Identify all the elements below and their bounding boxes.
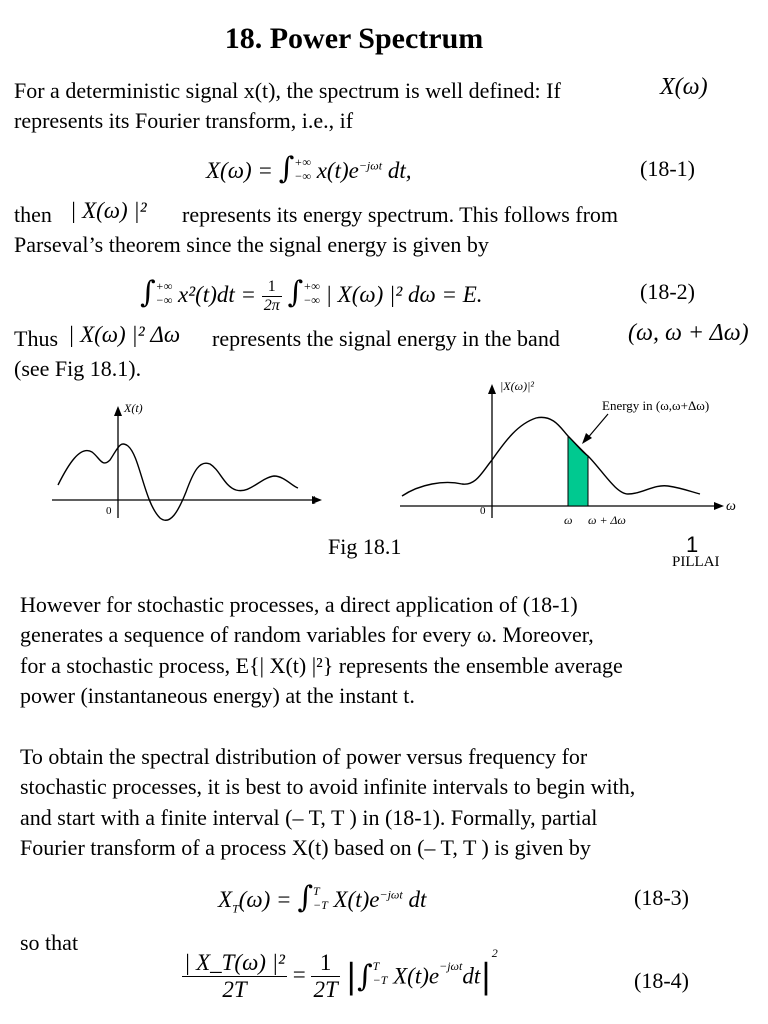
eq1-upper: +∞ [294, 154, 311, 169]
eq3-sub: T [232, 901, 239, 916]
eq4-exp: −jωt [439, 959, 463, 973]
eq2-integral-sign-1: ∫ [140, 275, 156, 310]
fig-left-origin: 0 [106, 505, 112, 517]
eq4-frac-den: 2T [313, 977, 338, 1002]
eq3 [218, 880, 426, 917]
para3-line2: (see Fig 18.1). [14, 356, 142, 381]
eq3-upper: T [312, 883, 320, 898]
eq2-lower-1: −∞ [155, 292, 173, 307]
eq2-lower-2: −∞ [303, 292, 320, 307]
figure-left-signal [40, 390, 340, 530]
eq4-body: X(t)e [393, 963, 440, 989]
para1-line1: For a deterministic signal x(t), the spectrum is well defined: If [14, 78, 561, 103]
eq3-lhs2: (ω) = [238, 887, 292, 912]
para5-line-2: stochastic processes, it is best to avoid infinite intervals to begin with, [20, 774, 636, 799]
fig-right-x-arrow-icon [714, 502, 724, 510]
eq1-number: (18-1) [640, 156, 695, 181]
para3-line1: represents the signal energy in the band [212, 326, 560, 351]
fig-right-curve [402, 417, 700, 496]
figure-right-spectrum [396, 376, 756, 532]
fig-right-ylabel: |X(ω)|² [500, 379, 534, 393]
eq1-lower: −∞ [294, 168, 311, 183]
fig-left-xlabel: t [312, 493, 316, 508]
fig-right-xlabel: ω [726, 499, 736, 514]
eq2-fraction [262, 278, 282, 315]
page-title: 18. Power Spectrum [224, 22, 484, 55]
eq1-body: x(t)e [316, 158, 359, 183]
para4-line-4: power (instantaneous energy) at the instant t. [20, 683, 415, 708]
eq2-integral-sign-2: ∫ [287, 275, 304, 310]
para3-pre: Thus [14, 326, 58, 351]
eq2-text1: x²(t)dt = [178, 282, 257, 307]
fig-right-band-left: ω [564, 513, 573, 527]
eq3-body: X(t)e [333, 887, 380, 912]
eq2-text2: | X(ω) |² dω = E. [325, 282, 483, 307]
eq3-lower: −T [312, 897, 328, 912]
para5-line-4: Fourier transform of a process X(t) based on (– T, T ) is given by [20, 835, 591, 860]
para2-line2: Parseval’s theorem since the signal energy is given by [14, 232, 489, 257]
eq1-integral-sign: ∫ [278, 151, 295, 186]
eq2-upper-2: +∞ [303, 278, 320, 293]
eq4-fraction-right [311, 950, 339, 1003]
eq4-abs-open: | [345, 956, 357, 997]
fig-right-origin: 0 [480, 505, 486, 517]
para2-line1: represents its energy spectrum. This follows from [182, 202, 619, 227]
figure-caption: Fig 18.1 [328, 534, 402, 559]
eq2-frac-den: 2π [263, 297, 280, 315]
fig-right-annotation: Energy in (ω,ω+Δω) [602, 398, 710, 413]
para4-line-3: for a stochastic process, E{| X(t) |²} represents the ensemble average [20, 653, 623, 678]
para3-band: (ω, ω + Δω) [628, 320, 749, 346]
eq3-number: (18-3) [634, 885, 689, 910]
para5-line-1: To obtain the spectral distribution of power versus frequency for [20, 744, 588, 769]
para1-math: X(ω) [660, 74, 708, 100]
eq4-integral-sign: ∫ [356, 959, 373, 994]
eq4-fraction-left [182, 950, 287, 1003]
para1-line2: represents its Fourier transform, i.e., if [14, 108, 354, 133]
eq4-lower: −T [372, 972, 388, 987]
eq3-integral-sign: ∫ [297, 880, 313, 915]
eq3-tail: dt [408, 887, 427, 912]
eq2-frac-num: 1 [262, 278, 282, 297]
eq4 [182, 946, 498, 1003]
eq4-frac-num: 1 [311, 950, 339, 977]
eq1 [206, 151, 411, 187]
para5-line-3: and start with a finite interval (– T, T ) in (18-1). Formally, partial [20, 805, 598, 830]
author: PILLAI [672, 554, 720, 570]
eq4-sq: 2 [491, 946, 498, 961]
para3-math: | X(ω) |² Δω [68, 322, 181, 347]
para2-math: | X(ω) |² [70, 198, 147, 223]
para4-line-1: However for stochastic processes, a direct application of (18-1) [20, 592, 578, 617]
so-that: so that [20, 930, 79, 955]
eq4-den: 2T [222, 977, 247, 1002]
eq4-upper: T [372, 958, 380, 973]
eq1-exp: −jωt [358, 158, 383, 173]
para4-line-2: generates a sequence of random variables for every ω. Moreover, [20, 622, 594, 647]
fig-left-y-arrow-icon [114, 406, 122, 416]
eq4-tail: dt [462, 963, 481, 989]
eq4-eq: = [292, 961, 306, 987]
eq2 [140, 275, 483, 315]
fig-left-curve [58, 444, 298, 520]
fig-left-ylabel: X(t) [124, 401, 143, 415]
eq4-num: | X_T(ω) |² [184, 950, 285, 975]
fig-right-y-arrow-icon [488, 384, 496, 394]
eq4-number: (18-4) [634, 968, 689, 993]
eq2-number: (18-2) [640, 279, 695, 304]
eq1-tail: dt, [387, 158, 412, 183]
eq2-upper-1: +∞ [155, 278, 173, 293]
eq4-abs-close: | [480, 956, 492, 997]
para2-pre: then [14, 202, 52, 227]
page-number: 1 [686, 532, 699, 557]
eq1-lhs: X(ω) = [206, 158, 273, 183]
eq3-exp: −jωt [379, 887, 403, 902]
fig-right-band-right: ω + Δω [588, 513, 626, 527]
eq3-lhs: X [218, 887, 233, 912]
